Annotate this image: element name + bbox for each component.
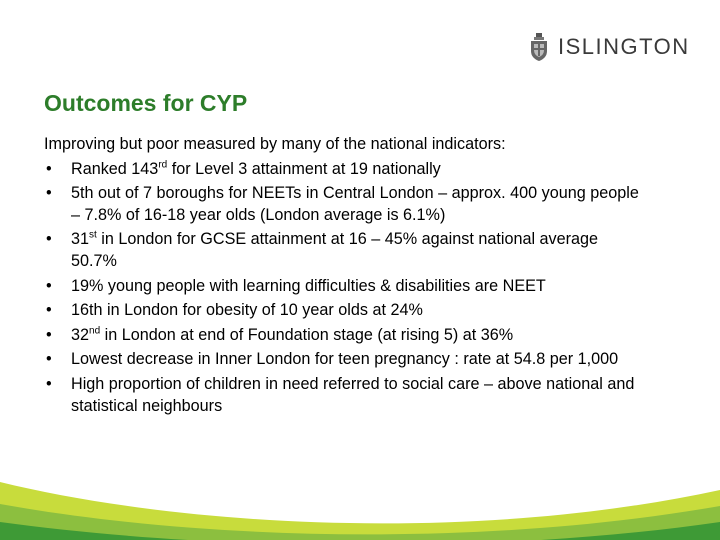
slide-body: [44, 134, 644, 420]
bullet-glyph: •: [46, 276, 52, 295]
decorative-swoosh: [0, 460, 720, 540]
bullet-text-continued: for Level 3 attainment at 19 nationally: [167, 159, 441, 178]
bullet-glyph: •: [46, 350, 52, 369]
bullet-text-continued: in London at end of Foundation stage (at rising 5) at 36%: [100, 325, 514, 344]
bullet-glyph: •: [46, 374, 52, 393]
logo-wordmark: ISLINGTON: [558, 34, 690, 59]
bullet-glyph: •: [46, 184, 52, 203]
ordinal-suffix: st: [89, 229, 97, 241]
bullet-item: [44, 300, 644, 322]
bullet-item: [44, 374, 644, 417]
bullet-glyph: •: [46, 159, 52, 178]
bullet-text: Lowest decrease in Inner London for teen pregnancy : rate at 54.8 per 1,000: [71, 350, 619, 369]
bullet-text: 16th in London for obesity of 10 year olds at 24%: [71, 301, 423, 320]
bullet-text-continued: in London for GCSE attainment at 16 – 45% against national average 50.7%: [71, 230, 599, 270]
bullet-text: 32: [71, 325, 90, 344]
bullet-glyph: •: [46, 325, 52, 344]
bullet-item: [44, 349, 644, 371]
bullet-item: [44, 229, 644, 272]
bullet-glyph: •: [46, 230, 52, 249]
bullet-item: [44, 159, 644, 181]
bullet-item: [44, 325, 644, 347]
islington-logo: [528, 30, 690, 64]
bullet-text: 31: [71, 230, 90, 249]
ordinal-suffix: rd: [158, 159, 168, 171]
bullet-item: [44, 183, 644, 226]
coat-of-arms-icon: [528, 32, 550, 62]
slide-title: Outcomes for CYP: [44, 90, 248, 116]
bullet-glyph: •: [46, 301, 52, 320]
bullet-list: [44, 159, 644, 418]
bullet-text: High proportion of children in need referred to social care – above national and statistical neighbours: [71, 374, 635, 415]
bullet-text: 19% young people with learning difficulties & disabilities are NEET: [71, 276, 546, 295]
intro-text: Improving but poor measured by many of the national indicators:: [44, 135, 506, 153]
ordinal-suffix: nd: [89, 325, 101, 337]
bullet-text: 5th out of 7 boroughs for NEETs in Central London – approx. 400 young people – 7.8% of 16-18 year olds (London average is 6.1%): [71, 184, 639, 224]
bullet-item: [44, 276, 644, 298]
bullet-text: Ranked 143: [71, 159, 159, 178]
